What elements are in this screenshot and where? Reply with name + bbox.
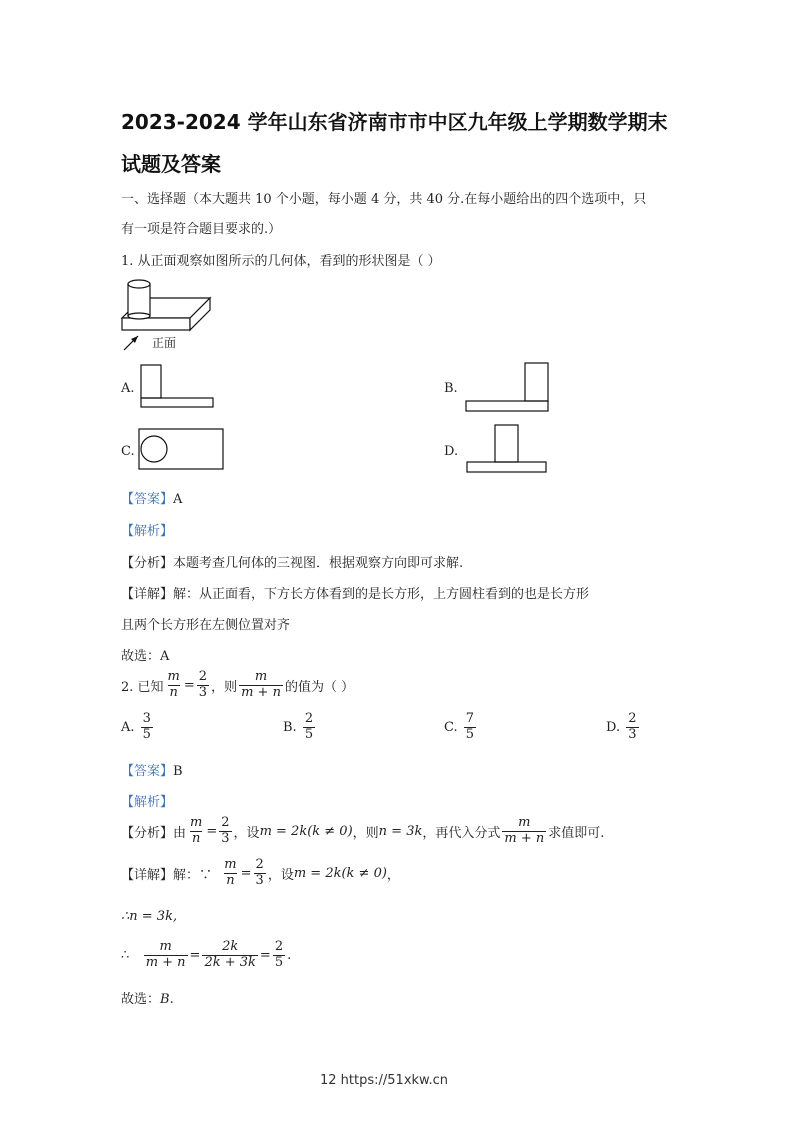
choose-text: 故选： (121, 992, 161, 1007)
option-label: B. (283, 719, 297, 735)
doc-title-line2: 试题及答案 (121, 152, 221, 176)
option-label: D. (606, 719, 621, 735)
q1-option-c-figure (138, 428, 226, 472)
option-fraction: 7 5 (465, 711, 475, 742)
section-header-cont: 有一项是符合题目要求的.） (121, 222, 282, 237)
front-label: 正面 (152, 336, 177, 350)
q2-stem: 2. 已知 $\frac{m}{n}$ = $\frac{2}{3}$ ，则 m m + n 的值为（ ） (121, 669, 355, 700)
fenxi-text: 由 (173, 825, 187, 841)
q1-choose: 故选：A (121, 649, 170, 664)
q1-option-a-figure (140, 364, 216, 410)
option-label: A. (121, 719, 135, 735)
fenxi-tag: 【分析】 (121, 556, 174, 571)
q1-xiangjie-cont: 且两个长方形在左侧位置对齐 (121, 618, 291, 633)
fraction-m-over-m-plus-n: $\frac{m}{m + n}$ (145, 939, 186, 970)
section-header: 一、选择题（本大题共 10 个小题，每小题 4 分，共 40 分.在每小题给出的四个选项中，只 (121, 192, 647, 207)
doc-title-line1: 2023-2024 学年山东省济南市市中区九年级上学期数学期末 (121, 110, 668, 134)
q2-stem-pre: 2. 已知 (121, 679, 164, 695)
q2-final-equation: ∴ $\frac{m}{m + n}$ = $\frac{2k}{2k + 3k}$ = $\frac{2}{5}$ . (121, 939, 292, 970)
fraction-two-thirds: $\frac{2}{3}$ (221, 815, 230, 846)
answer-value: B (173, 764, 183, 779)
fraction-2k-over-2k-3k: $\frac{2k}{2k + 3k}$ (204, 939, 256, 970)
therefore-symbol: ∴ (121, 947, 130, 963)
fraction-two-thirds: $\frac{2}{3}$ (198, 669, 208, 700)
fenxi-text: ，设 (233, 825, 260, 841)
choose-value: B. (160, 992, 174, 1007)
fraction-two-fifths: $\frac{2}{5}$ (274, 939, 284, 970)
fraction-m-over-n: $\frac{m}{n}$ (190, 815, 203, 846)
q2-option-c (444, 712, 478, 743)
fraction-two-thirds: $\frac{2}{3}$ (255, 857, 264, 888)
page-footer: 12 https://51xkw.cn (320, 1073, 448, 1088)
fenxi-text: 求值即可. (548, 825, 605, 841)
q1-option-a-label: A. (121, 381, 135, 396)
fenxi-tag: 【分析】 (121, 825, 174, 841)
q2-fenxi: 【分析】 由 $\frac{m}{n}$ = $\frac{2}{3}$ ，设 m = 2k(k ≠ 0) ，则 n = 3k ，再代入分式 m m + n 求值即可. (121, 815, 605, 846)
fenxi-text: 本题考查几何体的三视图．根据观察方向即可求解. (173, 556, 464, 571)
q1-analysis-tag: 【解析】 (121, 524, 174, 539)
q2-therefore-line: ∴n = 3k, (121, 909, 178, 924)
q2-choose (121, 988, 174, 1007)
xiangjie-text: 解：∵ (173, 867, 213, 883)
q2-option-d (606, 712, 641, 743)
q2-analysis-tag: 【解析】 (121, 795, 174, 810)
q1-answer (121, 488, 182, 507)
q2-stem-post: 的值为（ ） (284, 679, 355, 695)
q1-option-c-label: C. (121, 444, 135, 459)
option-fraction: 2 3 (628, 711, 637, 742)
q1-option-b-label: B. (444, 381, 458, 396)
q2-option-a (121, 712, 155, 743)
xiangjie-text: ， (386, 867, 400, 883)
answer-tag: 【答案】 (121, 492, 174, 507)
math-expression: n = 3k (378, 823, 423, 839)
xiangjie-tag: 【详解】 (121, 867, 174, 883)
fraction-m-over-m-plus-n: m m + n (504, 815, 545, 846)
fenxi-text: ，则 (352, 825, 379, 841)
fraction-m-over-n: $\frac{m}{n}$ (167, 669, 180, 700)
xiangjie-text: ，设 (267, 867, 294, 883)
answer-value: A (173, 492, 183, 507)
fraction-m-over-m-plus-n: m m + n (241, 669, 281, 700)
option-fraction: 2 5 (304, 711, 314, 742)
answer-tag: 【答案】 (121, 764, 174, 779)
q1-xiangjie (121, 583, 589, 602)
q1-stem: 1. 从正面观察如图所示的几何体，看到的形状图是（ ） (121, 254, 441, 269)
fenxi-text: ，再代入分式 (422, 825, 501, 841)
option-label: C. (444, 719, 458, 735)
math-expression: m = 2k(k ≠ 0) (259, 823, 353, 839)
q1-fenxi (121, 552, 463, 571)
math-expression: m = 2k(k ≠ 0) (293, 865, 387, 881)
q2-answer (121, 760, 183, 779)
q2-xiangjie: 【详解】 解：∵ $\frac{m}{n}$ = $\frac{2}{3}$ ，设 m = 2k(k ≠ 0) ， (121, 857, 400, 888)
q2-option-b (283, 712, 317, 743)
xiangjie-text: 解：从正面看，下方长方体看到的是长方形，上方圆柱看到的也是长方形 (173, 587, 590, 602)
q2-stem-mid: ，则 (211, 679, 238, 695)
fraction-m-over-n: $\frac{m}{n}$ (224, 857, 237, 888)
q1-option-b-figure (465, 362, 551, 414)
q1-option-d-figure (466, 424, 550, 476)
option-fraction: 3 5 (142, 711, 151, 742)
q1-option-d-label: D. (444, 444, 459, 459)
xiangjie-tag: 【详解】 (121, 587, 174, 602)
